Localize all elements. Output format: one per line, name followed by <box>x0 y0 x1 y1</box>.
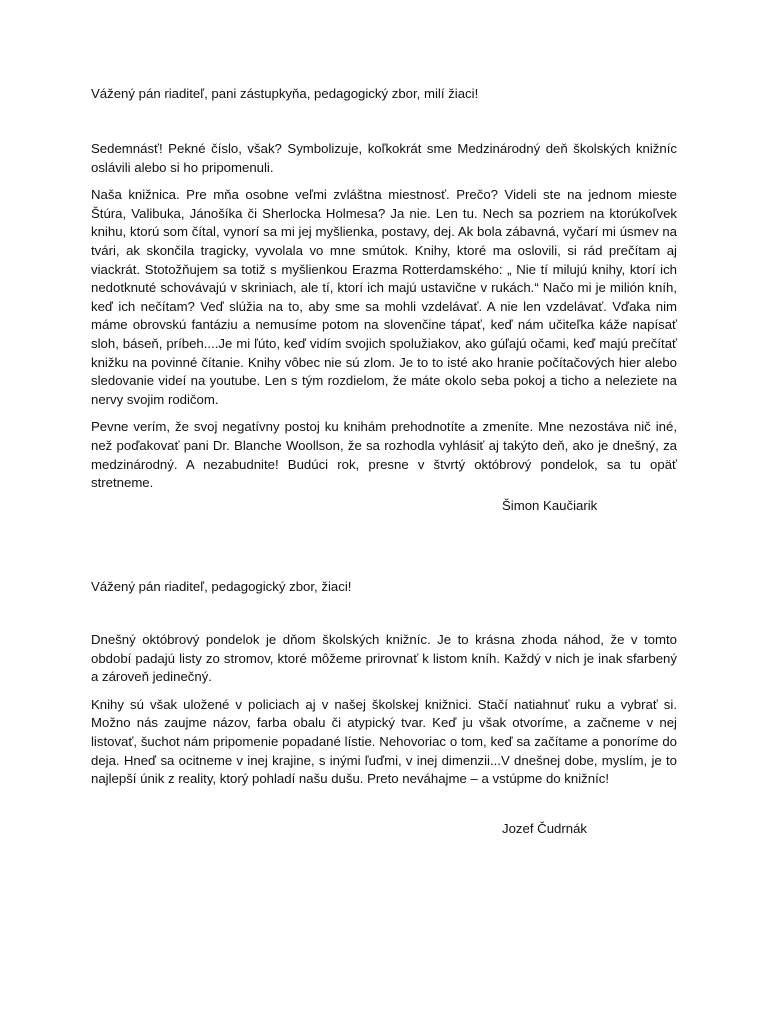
letter-1-body <box>91 140 677 502</box>
paragraph: Naša knižnica. Pre mňa osobne veľmi zvláštna miestnosť. Prečo? Videli ste na jednom mieste Štúra, Valibuka, Jánošíka či Sherlocka Holmesa? Ja nie. Len tu. Nech sa pozriem na ktorúkoľvek knihu, ktorú som čítal, vynorí sa mi jej myšlienka, postavy, dej. Ak bola zábavná, vyčarí mi úsmev na tvári, ak skončila tragicky, vyvolala vo mne smútok. Knihy, ktoré ma oslovili, si rád prečítam aj viackrát. Stotožňujem sa totiž s myšlienkou Erazma Rotterdamského: „ Nie tí milujú knihy, ktorí ich nedotknuté schovávajú v skriniach, ale tí, ktorí ich majú ustavične v rukách.“ Načo mi je milión kníh, keď ich nečítam? Veď slúžia na to, aby sme sa mohli vzdelávať. A nie len vzdelávať. Vďaka nim máme obrovskú fantáziu a nemusíme potom na slovenčine tápať, keď nám učiteľka káže napísať sloh, báseň, príbeh....Je mi ľúto, keď vidím svojich spolužiakov, ako gúľajú očami, keď majú prečítať knižku na povinné čítanie. Knihy vôbec nie sú zlom. Je to to isté ako hranie počítačových hier alebo sledovanie videí na youtube. Len s tým rozdielom, že máte okolo seba pokoj a ticho a neleziete na nervy svojim rodičom. <box>91 187 677 407</box>
paragraph: Sedemnásť! Pekné číslo, však? Symbolizuje, koľkokrát sme Medzinárodný deň školských knižníc oslávili alebo si ho pripomenuli. <box>91 141 677 175</box>
letter-2-greeting: Vážený pán riaditeľ, pedagogický zbor, žiaci! <box>91 579 352 594</box>
letter-1-greeting: Vážený pán riaditeľ, pani zástupkyňa, pedagogický zbor, milí žiaci! <box>91 86 479 101</box>
letter-2-body <box>91 631 677 798</box>
letter-1-signature: Šimon Kaučiarik <box>502 498 598 513</box>
letter-2-signature: Jozef Čudrnák <box>502 821 588 836</box>
paragraph: Pevne verím, že svoj negatívny postoj ku knihám prehodnotíte a zmeníte. Mne nezostáva nič iné, než poďakovať pani Dr. Blanche Woollson, že sa rozhodla vyhlásiť aj takýto deň, ako je dnešný, za medzinárodný. A nezabudnite! Budúci rok, presne v štvrtý októbrový pondelok, sa tu opäť stretneme. <box>91 419 677 491</box>
paragraph: Dnešný októbrový pondelok je dňom školských knižníc. Je to krásna zhoda náhod, že v tomto období padajú listy zo stromov, ktoré môžeme prirovnať k listom kníh. Každý v nich je inak sfarbený a zároveň jedinečný. <box>91 632 677 685</box>
paragraph: Knihy sú však uložené v policiach aj v našej školskej knižnici. Stačí natiahnuť ruku a vybrať si. Možno nás zaujme názov, farba obalu či atypický tvar. Keď ju však otvoríme, a začneme v nej listovať, šuchot nám pripomenie popadané lístie. Nehovoriac o tom, keď sa začítame a ponoríme do deja. Hneď sa ocitneme v inej krajine, s inými ľuďmi, v inej dimenzii...V dnešnej dobe, myslím, je to najlepší únik z reality, ktorý pohladí našu dušu. Preto neváhajme – a vstúpme do knižníc! <box>91 696 677 787</box>
